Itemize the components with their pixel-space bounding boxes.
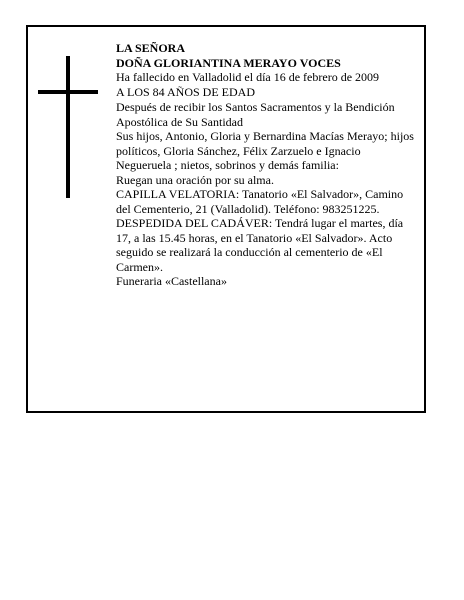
funeral-home: Funeraria «Castellana» <box>116 274 227 288</box>
prayer-request: Ruegan una oración por su alma. <box>116 172 274 187</box>
deceased-name: DOÑA GLORIANTINA MERAYO VOCES <box>116 55 341 70</box>
obituary-notice <box>26 25 426 413</box>
obituary-text <box>116 41 416 289</box>
sacraments-statement: Después de recibir los Santos Sacramentos y la Bendición Apostólica de Su Santidad <box>116 100 395 129</box>
notice-heading: LA SEÑORA <box>116 41 186 55</box>
farewell-info: DESPEDIDA DEL CADÁVER: Tendrá lugar el martes, día 17, a las 15.45 horas, en el Tanatorio «El Salvador». Acto seguido se realizará la conducción al cementerio de «El Carmen». <box>116 216 404 274</box>
family-statement: Sus hijos, Antonio, Gloria y Bernardina Macías Merayo; hijos políticos, Gloria Sánchez, Félix Zarzuelo e Ignacio Negueruela ; nietos, sobrinos y demás familia: <box>116 129 414 172</box>
age-statement: A LOS 84 AÑOS DE EDAD <box>116 84 256 99</box>
chapel-info: CAPILLA VELATORIA: Tanatorio «El Salvador», Camino del Cementerio, 21 (Valladolid). Teléfono: 983251225. <box>116 187 404 216</box>
cross-vertical-bar <box>66 56 70 198</box>
cross-horizontal-bar <box>38 90 98 94</box>
death-statement: Ha fallecido en Valladolid el día 16 de febrero de 2009 <box>116 70 380 84</box>
cross-icon <box>38 56 98 198</box>
